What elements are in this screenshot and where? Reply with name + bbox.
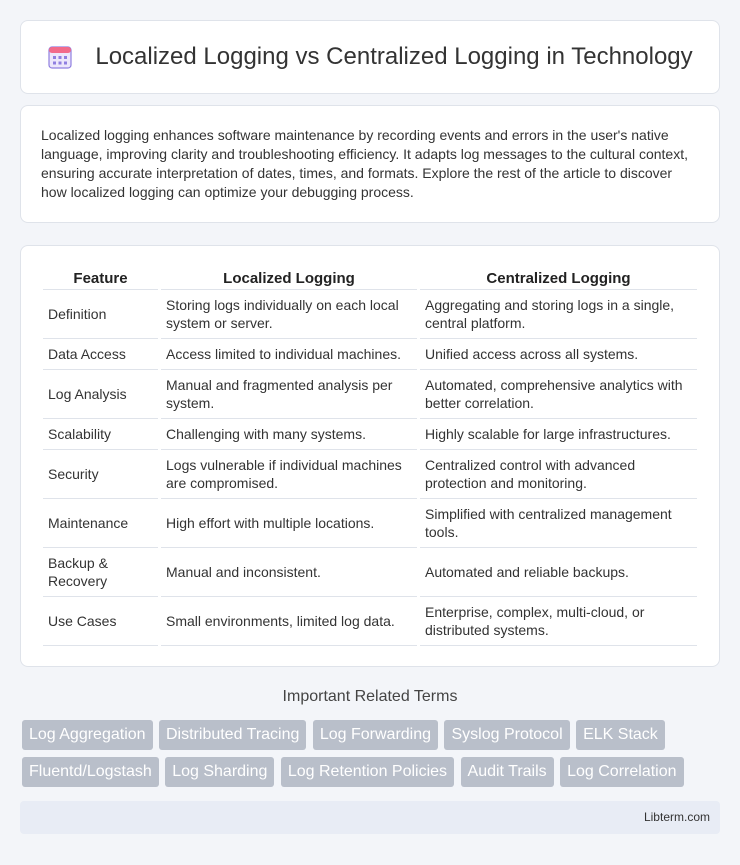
table-cell: Use Cases <box>43 597 158 646</box>
footer <box>20 801 720 834</box>
table-cell: Simplified with centralized management tools. <box>420 499 697 548</box>
related-terms-title: Important Related Terms <box>282 688 458 705</box>
table-cell: Highly scalable for large infrastructures. <box>420 419 697 450</box>
table-row <box>43 290 697 339</box>
tag-log-retention-policies[interactable]: Log Retention Policies <box>281 757 454 787</box>
table-cell: Log Analysis <box>43 370 158 419</box>
table-cell: Automated, comprehensive analytics with better correlation. <box>420 370 697 419</box>
tag-fluentd-logstash[interactable]: Fluentd/Logstash <box>22 757 159 787</box>
table-cell: Manual and fragmented analysis per system. <box>161 370 417 419</box>
table-cell: Automated and reliable backups. <box>420 548 697 597</box>
table-cell: Definition <box>43 290 158 339</box>
header-localized: Localized Logging <box>161 266 417 290</box>
tag-log-aggregation[interactable]: Log Aggregation <box>22 720 153 750</box>
table-row <box>43 499 697 548</box>
table-cell: Challenging with many systems. <box>161 419 417 450</box>
table-row <box>43 597 697 646</box>
table-row <box>43 370 697 419</box>
table-cell: Access limited to individual machines. <box>161 339 417 370</box>
table-cell: High effort with multiple locations. <box>161 499 417 548</box>
tag-syslog-protocol[interactable]: Syslog Protocol <box>444 720 569 750</box>
table-cell: Security <box>43 450 158 499</box>
header-centralized: Centralized Logging <box>420 266 697 290</box>
tag-distributed-tracing[interactable]: Distributed Tracing <box>159 720 306 750</box>
table-cell: Data Access <box>43 339 158 370</box>
tag-log-sharding[interactable]: Log Sharding <box>165 757 274 787</box>
comparison-table-card <box>20 245 720 667</box>
comparison-table <box>40 266 700 646</box>
table-cell: Unified access across all systems. <box>420 339 697 370</box>
intro-text: Localized logging enhances software maintenance by recording events and errors in the user's native language, improving clarity and troubleshooting efficiency. It adapts log messages to the cultural context, ensuring accurate interpretation of dates, times, and formats. Explore the rest of the article to discover how localized logging can optimize your debugging process. <box>41 127 688 200</box>
table-cell: Backup & Recovery <box>43 548 158 597</box>
tag-elk-stack[interactable]: ELK Stack <box>576 720 665 750</box>
title-card <box>20 20 720 94</box>
table-row <box>43 419 697 450</box>
related-terms-list <box>22 720 722 794</box>
tag-audit-trails[interactable]: Audit Trails <box>461 757 554 787</box>
calendar-icon <box>47 44 73 70</box>
table-cell: Storing logs individually on each local system or server. <box>161 290 417 339</box>
table-cell: Logs vulnerable if individual machines are compromised. <box>161 450 417 499</box>
footer-site-link[interactable]: Libterm.com <box>643 810 710 824</box>
tag-log-correlation[interactable]: Log Correlation <box>560 757 683 787</box>
table-cell: Small environments, limited log data. <box>161 597 417 646</box>
table-cell: Centralized control with advanced protection and monitoring. <box>420 450 697 499</box>
page-title: Localized Logging vs Centralized Logging in Technology <box>95 43 693 70</box>
table-row <box>43 450 697 499</box>
header-feature: Feature <box>43 266 158 290</box>
intro-card <box>20 105 720 223</box>
tag-log-forwarding[interactable]: Log Forwarding <box>313 720 438 750</box>
table-cell: Scalability <box>43 419 158 450</box>
table-cell: Maintenance <box>43 499 158 548</box>
table-cell: Aggregating and storing logs in a single, central platform. <box>420 290 697 339</box>
table-row <box>43 548 697 597</box>
table-row <box>43 339 697 370</box>
table-cell: Enterprise, complex, multi-cloud, or distributed systems. <box>420 597 697 646</box>
table-cell: Manual and inconsistent. <box>161 548 417 597</box>
